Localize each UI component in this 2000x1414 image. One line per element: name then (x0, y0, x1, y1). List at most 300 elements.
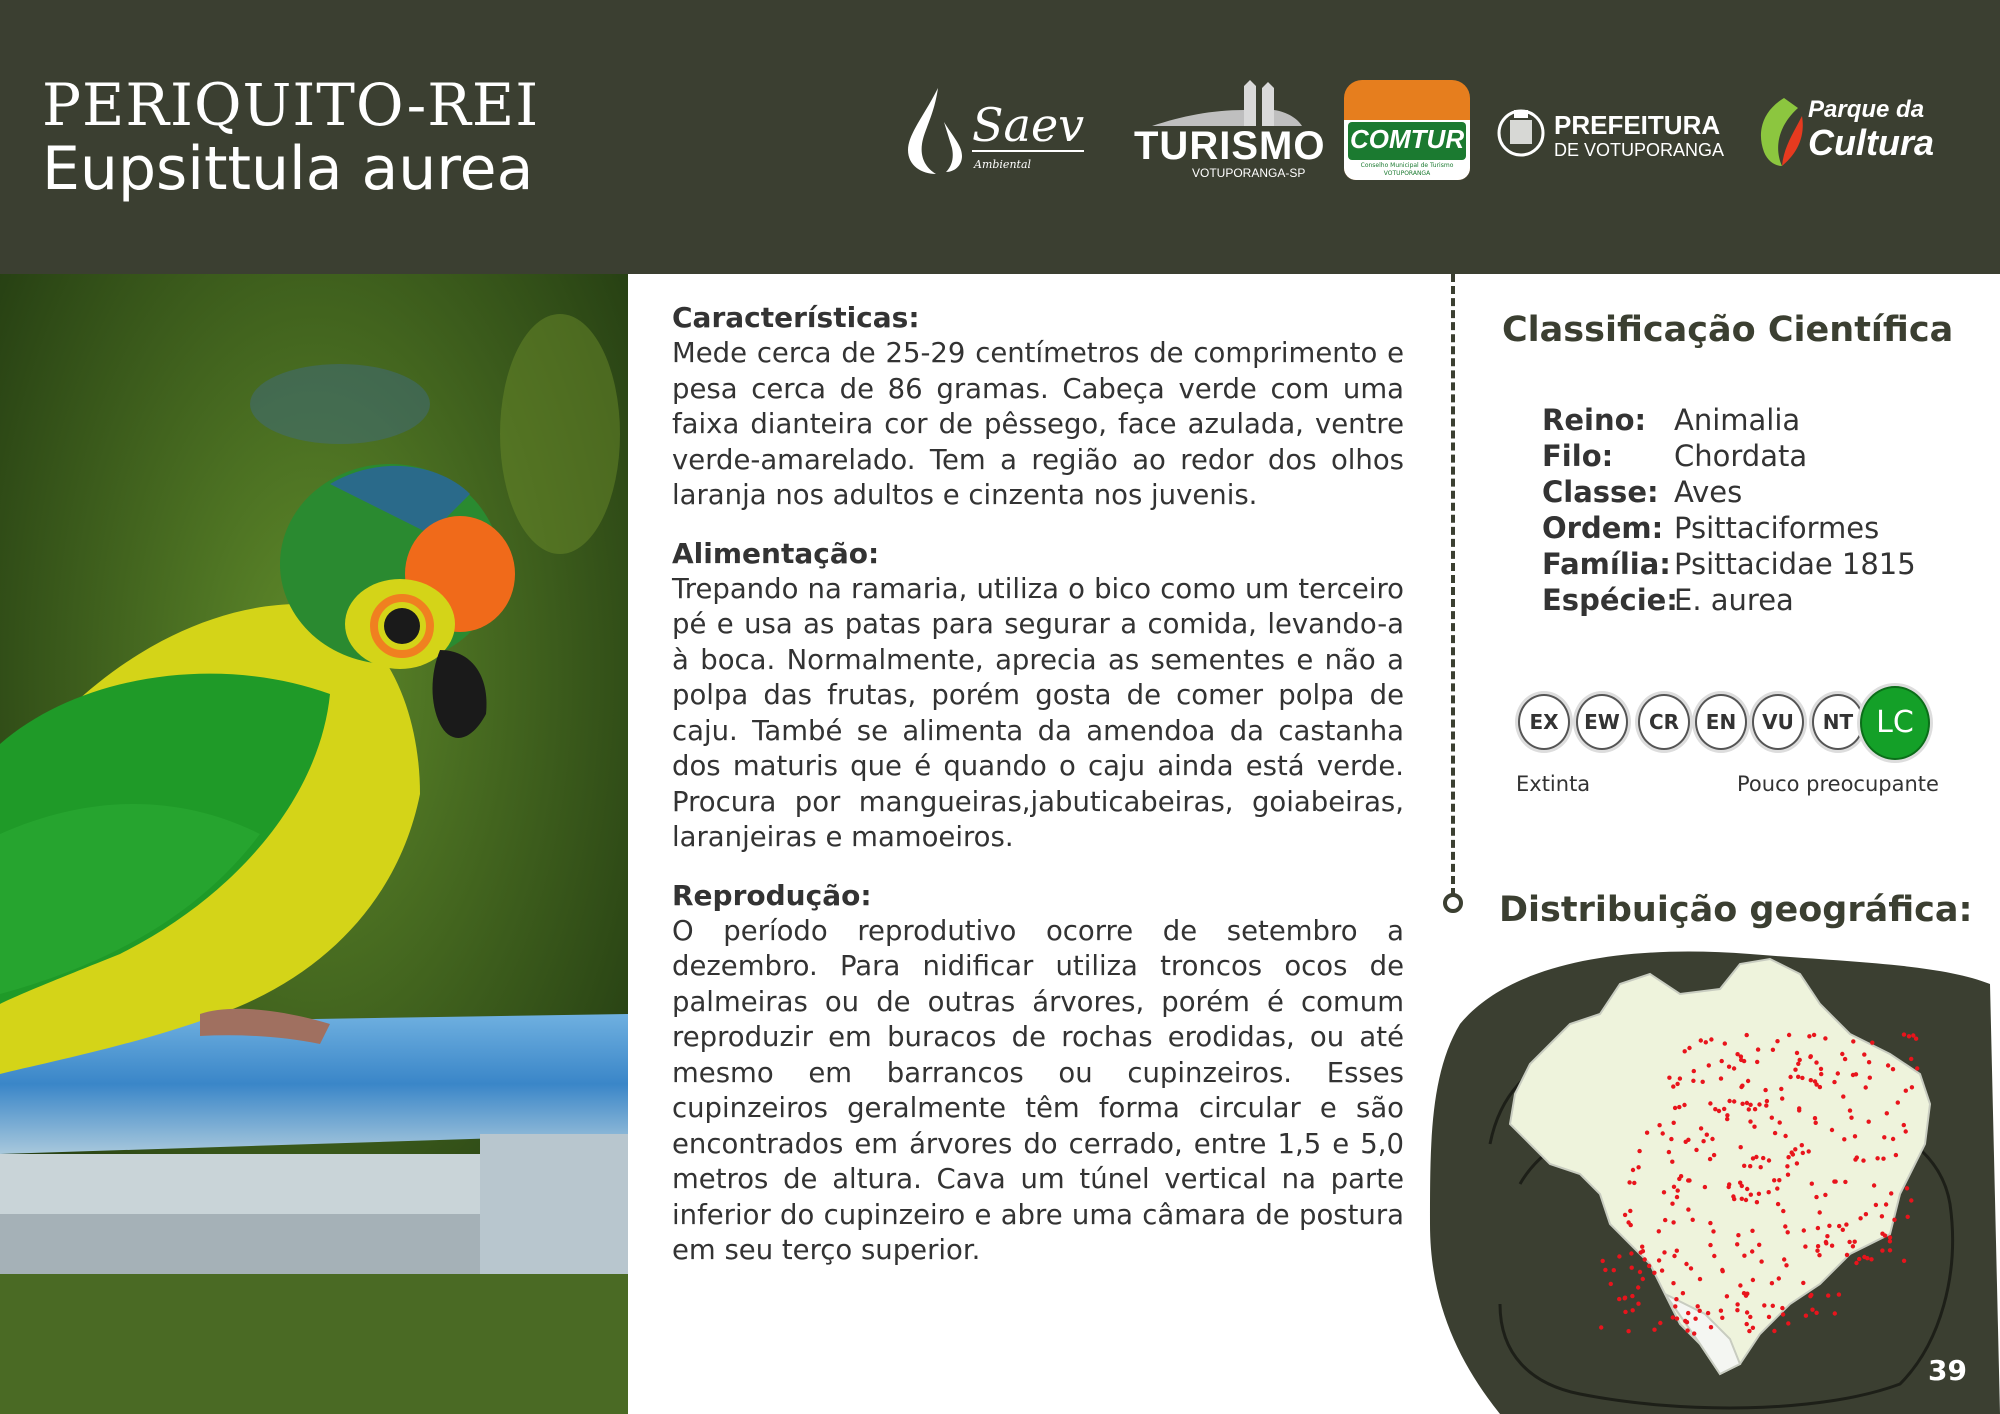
occurrence-dot (1771, 1304, 1775, 1308)
occurrence-dot (1815, 1249, 1819, 1253)
occurrence-dot (1812, 1033, 1816, 1037)
occurrence-dot (1770, 1116, 1774, 1120)
occurrence-dot (1841, 1094, 1845, 1098)
occurrence-dot (1818, 1210, 1822, 1214)
occurrence-dot (1629, 1251, 1633, 1255)
occurrence-dot (1681, 1291, 1685, 1295)
occurrence-dot (1708, 1243, 1712, 1247)
occurrence-dot (1885, 1111, 1889, 1115)
occurrence-dot (1772, 1178, 1776, 1182)
occurrence-dot (1631, 1308, 1635, 1312)
occurrence-dot (1672, 1121, 1676, 1125)
occurrence-dot (1755, 1200, 1759, 1204)
occurrence-dot (1739, 1085, 1743, 1089)
occurrence-dot (1910, 1085, 1914, 1089)
occurrence-dot (1671, 1220, 1675, 1224)
occurrence-dot (1818, 1085, 1822, 1089)
occurrence-dot (1745, 1101, 1749, 1105)
dashed-divider (1451, 274, 1455, 896)
occurrence-dot (1836, 1071, 1840, 1075)
occurrence-dot (1627, 1180, 1631, 1184)
occurrence-dot (1780, 1306, 1784, 1310)
occurrence-dot (1636, 1302, 1640, 1306)
occurrence-dot (1823, 1036, 1827, 1040)
water-drop-icon (904, 86, 974, 176)
reproducao-heading: Reprodução: (672, 878, 872, 912)
occurrence-dot (1712, 1153, 1716, 1157)
occurrence-dot (1843, 1180, 1847, 1184)
occurrence-dot (1687, 1046, 1691, 1050)
occurrence-dot (1623, 1310, 1627, 1314)
occurrence-dot (1847, 1240, 1851, 1244)
occurrence-dot (1686, 1138, 1690, 1142)
classification-row (1542, 438, 1916, 474)
occurrence-dot (1662, 1250, 1666, 1254)
especie-value: E. aurea (1674, 583, 1794, 617)
occurrence-dot (1817, 1253, 1821, 1257)
occurrence-dot (1671, 1084, 1675, 1088)
occurrence-dot (1759, 1259, 1763, 1263)
occurrence-dot (1739, 1058, 1743, 1062)
occurrence-dot (1751, 1326, 1755, 1330)
occurrence-dot (1751, 1278, 1755, 1282)
occurrence-dot (1738, 1181, 1742, 1185)
occurrence-dot (1709, 1325, 1713, 1329)
occurrence-dot (1767, 1315, 1771, 1319)
occurrence-dot (1771, 1048, 1775, 1052)
status-left-label: Extinta (1516, 772, 1591, 796)
occurrence-dot (1864, 1085, 1868, 1089)
occurrence-dot (1603, 1268, 1607, 1272)
occurrence-dot (1669, 1137, 1673, 1141)
occurrence-dot (1809, 1054, 1813, 1058)
occurrence-dot (1816, 1226, 1820, 1230)
classification-row (1542, 582, 1916, 618)
occurrence-dot (1874, 1203, 1878, 1207)
occurrence-dot (1767, 1158, 1771, 1162)
common-name: PERIQUITO-REI (42, 71, 540, 139)
occurrence-dot (1784, 1263, 1788, 1267)
occurrence-dot (1703, 1185, 1707, 1189)
occurrence-dot (1853, 1134, 1857, 1138)
occurrence-dot (1630, 1294, 1634, 1298)
occurrence-dot (1731, 1194, 1735, 1198)
occurrence-dot (1785, 1164, 1789, 1168)
turismo-text: TURISMO (1134, 124, 1326, 168)
occurrence-dot (1720, 1059, 1724, 1063)
leaf-icon (1754, 96, 1810, 168)
occurrence-dot (1776, 1202, 1780, 1206)
status-en: EN (1695, 694, 1747, 750)
occurrence-dot (1643, 1257, 1647, 1261)
coat-of-arms-icon (1496, 106, 1546, 160)
occurrence-dot (1745, 1322, 1749, 1326)
scientific-name: Eupsittula aurea (42, 134, 534, 204)
occurrence-dot (1662, 1190, 1666, 1194)
occurrence-dot (1640, 1245, 1644, 1249)
occurrence-dot (1727, 1065, 1731, 1069)
occurrence-dot (1857, 1257, 1861, 1261)
occurrence-dot (1905, 1186, 1909, 1190)
occurrence-dot (1632, 1181, 1636, 1185)
occurrence-dot (1725, 1294, 1729, 1298)
occurrence-dot (1677, 1105, 1681, 1109)
occurrence-dot (1824, 1240, 1828, 1244)
occurrence-dot (1701, 1139, 1705, 1143)
occurrence-dot (1745, 1187, 1749, 1191)
filo-value: Chordata (1674, 439, 1808, 473)
prefeitura-text: PREFEITURA (1554, 110, 1721, 140)
occurrence-dot (1677, 1177, 1681, 1181)
occurrence-dot (1636, 1285, 1640, 1289)
occurrence-dot (1763, 1088, 1767, 1092)
occurrence-dot (1617, 1254, 1621, 1258)
occurrence-dot (1786, 1155, 1790, 1159)
occurrence-dot (1745, 1033, 1749, 1037)
occurrence-dot (1661, 1131, 1665, 1135)
occurrence-dot (1694, 1148, 1698, 1152)
occurrence-dot (1779, 1087, 1783, 1091)
status-cr: CR (1638, 694, 1690, 750)
occurrence-dot (1775, 1039, 1779, 1043)
occurrence-dot (1719, 1309, 1723, 1313)
occurrence-dot (1748, 1164, 1752, 1168)
especie-label: Espécie: (1542, 583, 1678, 617)
occurrence-dot (1612, 1268, 1616, 1272)
status-ex: EX (1518, 694, 1570, 750)
occurrence-dot (1845, 1253, 1849, 1257)
saev-text: Saev (972, 98, 1085, 152)
occurrence-dot (1599, 1325, 1603, 1329)
occurrence-dot (1749, 1193, 1753, 1197)
occurrence-dot (1752, 1125, 1756, 1129)
parque-line2: Cultura (1808, 122, 1934, 163)
occurrence-dot (1641, 1277, 1645, 1281)
occurrence-dot (1705, 1133, 1709, 1137)
occurrence-dot (1902, 1123, 1906, 1127)
occurrence-dot (1888, 1239, 1892, 1243)
occurrence-dot (1807, 1034, 1811, 1038)
occurrence-dot (1756, 1047, 1760, 1051)
occurrence-dot (1652, 1271, 1656, 1275)
occurrence-dot (1777, 1276, 1781, 1280)
occurrence-dot (1754, 1155, 1758, 1159)
occurrence-dot (1814, 1311, 1818, 1315)
occurrence-dot (1735, 1302, 1739, 1306)
occurrence-dot (1894, 1153, 1898, 1157)
occurrence-dot (1667, 1076, 1671, 1080)
occurrence-dot (1844, 1222, 1848, 1226)
occurrence-dot (1888, 1248, 1892, 1252)
classification-title: Classificação Científica (1502, 310, 1954, 350)
occurrence-dot (1757, 1102, 1761, 1106)
saev-sub: Ambiental (974, 158, 1032, 171)
occurrence-dot (1757, 1243, 1761, 1247)
occurrence-dot (1708, 1157, 1712, 1161)
occurrence-dot (1819, 1072, 1823, 1076)
occurrence-dot (1757, 1192, 1761, 1196)
occurrence-dot (1808, 1294, 1812, 1298)
occurrence-dot (1786, 1230, 1790, 1234)
occurrence-dot (1880, 1214, 1884, 1218)
ordem-label: Ordem: (1542, 511, 1664, 545)
occurrence-dot (1672, 1254, 1676, 1258)
occurrence-dot (1686, 1178, 1690, 1182)
occurrence-dot (1617, 1297, 1621, 1301)
occurrence-dot (1888, 1235, 1892, 1239)
occurrence-dot (1853, 1240, 1857, 1244)
occurrence-dot (1710, 1137, 1714, 1141)
occurrence-dot (1738, 1283, 1742, 1287)
occurrence-dot (1826, 1293, 1830, 1297)
occurrence-dot (1902, 1032, 1906, 1036)
occurrence-dot (1814, 1060, 1818, 1064)
occurrence-dot (1849, 1116, 1853, 1120)
occurrence-dot (1914, 1037, 1918, 1041)
occurrence-dot (1609, 1282, 1613, 1286)
prefeitura-sub: DE VOTUPORANGA (1554, 140, 1725, 160)
occurrence-dot (1786, 1173, 1790, 1177)
occurrence-dot (1675, 1082, 1679, 1086)
occurrence-dot (1796, 1075, 1800, 1079)
occurrence-dot (1746, 1079, 1750, 1083)
occurrence-dot (1601, 1259, 1605, 1263)
occurrence-dot (1904, 1129, 1908, 1133)
filo-label: Filo: (1542, 439, 1614, 473)
occurrence-dot (1816, 1244, 1820, 1248)
occurrence-dot (1865, 1256, 1869, 1260)
occurrence-dot (1683, 1049, 1687, 1053)
occurrence-dot (1819, 1067, 1823, 1071)
occurrence-dot (1685, 1320, 1689, 1324)
occurrence-dot (1782, 1257, 1786, 1261)
occurrence-dot (1840, 1052, 1844, 1056)
occurrence-dot (1790, 1150, 1794, 1154)
occurrence-dot (1804, 1314, 1808, 1318)
occurrence-dot (1745, 1292, 1749, 1296)
occurrence-dot (1827, 1224, 1831, 1228)
occurrence-dot (1657, 1229, 1661, 1233)
occurrence-dot (1851, 1244, 1855, 1248)
occurrence-dot (1732, 1066, 1736, 1070)
classification-table (1542, 402, 1916, 618)
occurrence-dot (1869, 1257, 1873, 1261)
occurrence-dot (1701, 1080, 1705, 1084)
occurrence-dot (1676, 1188, 1680, 1192)
parakeet-illustration (0, 274, 628, 1414)
occurrence-dot (1889, 1191, 1893, 1195)
occurrence-dot (1780, 1096, 1784, 1100)
occurrence-dot (1691, 1079, 1695, 1083)
comtur-text: COMTUR (1350, 124, 1465, 154)
status-ew: EW (1576, 694, 1628, 750)
occurrence-dot (1800, 1143, 1804, 1147)
occurrence-dot (1762, 1303, 1766, 1307)
occurrence-dot (1823, 1193, 1827, 1197)
occurrence-dot (1909, 1198, 1913, 1202)
occurrence-dot (1732, 1099, 1736, 1103)
occurrence-dot (1748, 1119, 1752, 1123)
occurrence-dot (1725, 1117, 1729, 1121)
title-block (42, 71, 540, 204)
occurrence-dot (1853, 1157, 1857, 1161)
occurrence-dot (1735, 1052, 1739, 1056)
occurrence-dot (1747, 1107, 1751, 1111)
occurrence-dot (1870, 1041, 1874, 1045)
occurrence-dot (1686, 1207, 1690, 1211)
parakeet-photo (0, 274, 628, 1414)
occurrence-dot (1727, 1099, 1731, 1103)
occurrence-dot (1623, 1296, 1627, 1300)
occurrence-dot (1854, 1261, 1858, 1265)
occurrence-dot (1720, 1268, 1724, 1272)
classification-row (1542, 510, 1916, 546)
occurrence-dot (1744, 1198, 1748, 1202)
occurrence-dot (1886, 1063, 1890, 1067)
occurrence-dot (1803, 1244, 1807, 1248)
classification-row (1542, 546, 1916, 582)
occurrence-dot (1872, 1183, 1876, 1187)
occurrence-dot (1706, 1311, 1710, 1315)
occurrence-dot (1778, 1120, 1782, 1124)
occurrence-dot (1807, 1149, 1811, 1153)
occurrence-dot (1708, 1101, 1712, 1105)
occurrence-dot (1709, 1037, 1713, 1041)
occurrence-dot (1755, 1060, 1759, 1064)
occurrence-dot (1891, 1067, 1895, 1071)
occurrence-dot (1800, 1076, 1804, 1080)
occurrence-dot (1767, 1190, 1771, 1194)
occurrence-dot (1880, 1248, 1884, 1252)
occurrence-dot (1682, 1103, 1686, 1107)
occurrence-dot (1712, 1254, 1716, 1258)
occurrence-dot (1696, 1304, 1700, 1308)
occurrence-dot (1736, 1233, 1740, 1237)
occurrence-dot (1781, 1209, 1785, 1213)
status-vu: VU (1752, 694, 1804, 750)
status-right-label: Pouco preocupante (1737, 772, 1939, 796)
occurrence-dot (1875, 1156, 1879, 1160)
familia-label: Família: (1542, 547, 1671, 581)
occurrence-dot (1647, 1264, 1651, 1268)
occurrence-dot (1674, 1297, 1678, 1301)
occurrence-dot (1711, 1229, 1715, 1233)
comtur-sub2: VOTUPORANGA (1383, 170, 1431, 177)
occurrence-dot (1657, 1258, 1661, 1262)
occurrence-dot (1631, 1168, 1635, 1172)
prefeitura-logo (1496, 106, 1736, 166)
occurrence-dot (1906, 1215, 1910, 1219)
occurrence-dot (1671, 1315, 1675, 1319)
occurrence-dot (1775, 1186, 1779, 1190)
occurrence-dot (1704, 1040, 1708, 1044)
occurrence-dot (1842, 1137, 1846, 1141)
occurrence-dot (1652, 1328, 1656, 1332)
occurrence-dot (1862, 1052, 1866, 1056)
occurrence-dot (1801, 1151, 1805, 1155)
occurrence-dot (1841, 1228, 1845, 1232)
description-column (672, 300, 1404, 1291)
occurrence-dot (1735, 1242, 1739, 1246)
occurrence-dot (1745, 1310, 1749, 1314)
occurrence-dot (1764, 1103, 1768, 1107)
occurrence-dot (1830, 1244, 1834, 1248)
occurrence-dot (1689, 1266, 1693, 1270)
turismo-sub: VOTUPORANGA-SP (1192, 166, 1306, 180)
occurrence-dot (1708, 1221, 1712, 1225)
classe-label: Classe: (1542, 475, 1659, 509)
occurrence-dot (1692, 1331, 1696, 1335)
occurrence-dot (1740, 1102, 1744, 1106)
familia-value: Psittacidae 1815 (1674, 547, 1916, 581)
occurrence-dot (1638, 1270, 1642, 1274)
occurrence-dot (1783, 1224, 1787, 1228)
occurrence-dot (1813, 1116, 1817, 1120)
occurrence-dot (1628, 1209, 1632, 1213)
occurrence-dot (1684, 1262, 1688, 1266)
header-banner (0, 0, 2000, 274)
distribution-map (1420, 944, 2000, 1414)
occurrence-dot (1867, 1120, 1871, 1124)
parque-line1: Parque da (1808, 96, 1925, 123)
occurrence-dot (1658, 1321, 1662, 1325)
occurrence-dot (1740, 1197, 1744, 1201)
occurrence-dot (1761, 1156, 1765, 1160)
occurrence-dot (1720, 1316, 1724, 1320)
occurrence-dot (1698, 1277, 1702, 1281)
occurrence-dot (1798, 1058, 1802, 1062)
occurrence-dot (1626, 1329, 1630, 1333)
occurrence-dot (1881, 1157, 1885, 1161)
occurrence-dot (1814, 1195, 1818, 1199)
occurrence-dot (1747, 1329, 1751, 1333)
occurrence-dot (1671, 1281, 1675, 1285)
occurrence-dot (1904, 1089, 1908, 1093)
occurrence-dot (1796, 1062, 1800, 1066)
occurrence-dot (1787, 1033, 1791, 1037)
occurrence-dot (1641, 1249, 1645, 1253)
occurrence-dot (1707, 1063, 1711, 1067)
occurrence-dot (1851, 1039, 1855, 1043)
occurrence-dot (1685, 1328, 1689, 1332)
occurrence-dot (1765, 1099, 1769, 1103)
occurrence-dot (1773, 1131, 1777, 1135)
occurrence-dot (1678, 1076, 1682, 1080)
occurrence-dot (1675, 1316, 1679, 1320)
occurrence-dot (1657, 1123, 1661, 1127)
occurrence-dot (1915, 1066, 1919, 1070)
occurrence-dot (1793, 1068, 1797, 1072)
comtur-logo (1344, 80, 1470, 180)
occurrence-dot (1861, 1158, 1865, 1162)
classification-row (1542, 474, 1916, 510)
occurrence-dot (1864, 1212, 1868, 1216)
occurrence-dot (1854, 1072, 1858, 1076)
occurrence-dot (1837, 1292, 1841, 1296)
occurrence-dot (1753, 1107, 1757, 1111)
occurrence-dot (1837, 1224, 1841, 1228)
alimentacao-heading: Alimentação: (672, 536, 880, 570)
occurrence-dot (1630, 1266, 1634, 1270)
occurrence-dot (1623, 1213, 1627, 1217)
occurrence-dot (1884, 1202, 1888, 1206)
occurrence-dot (1727, 1182, 1731, 1186)
comtur-sub: Conselho Municipal de Turismo (1360, 162, 1454, 169)
occurrence-dot (1843, 1057, 1847, 1061)
occurrence-dot (1777, 1178, 1781, 1182)
occurrence-dot (1673, 1304, 1677, 1308)
occurrence-dot (1723, 1041, 1727, 1045)
